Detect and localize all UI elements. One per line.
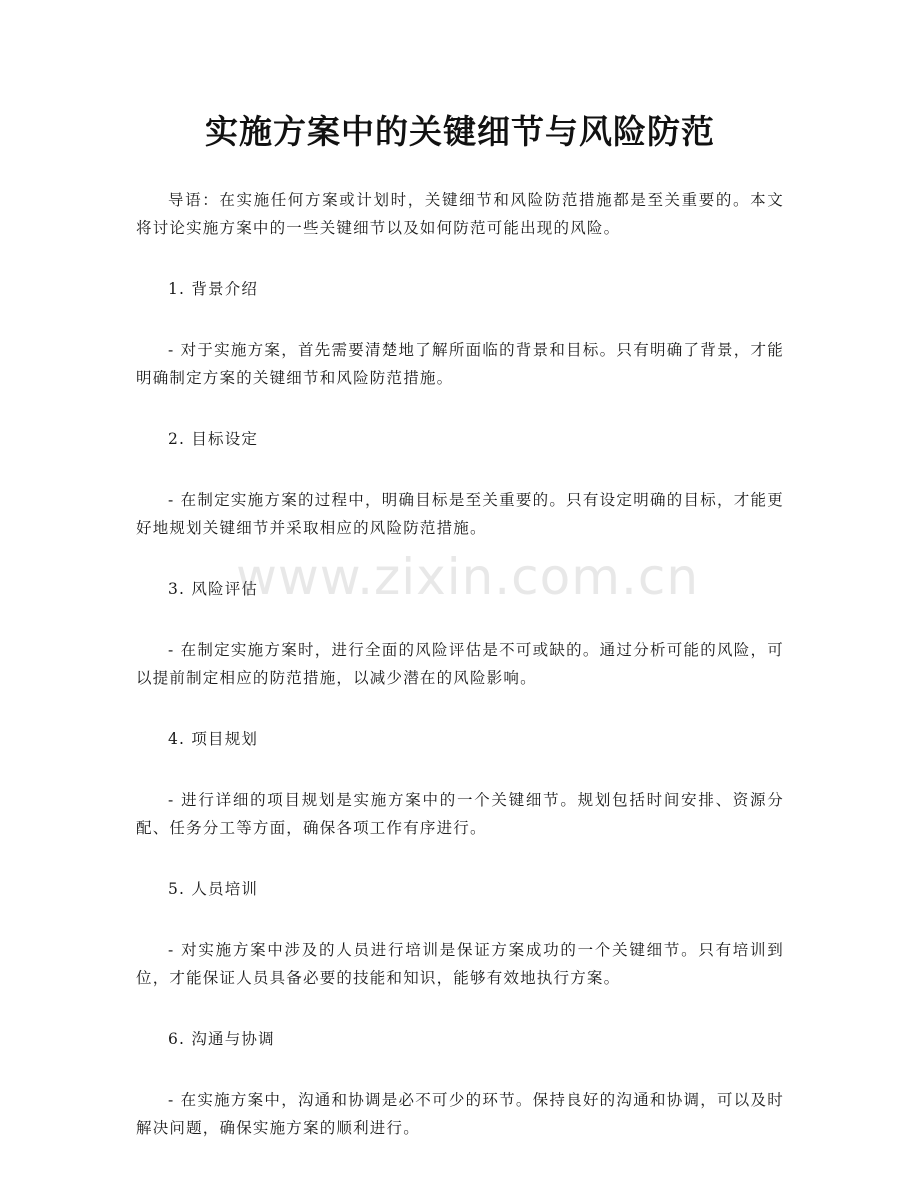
section-heading: 3. 风险评估 bbox=[168, 580, 259, 598]
section-3 bbox=[136, 578, 784, 692]
section-2 bbox=[136, 428, 784, 542]
section-5 bbox=[136, 878, 784, 992]
watermark: www.zixin.com.cn bbox=[236, 548, 700, 606]
section-heading: 2. 目标设定 bbox=[168, 430, 259, 448]
document-body bbox=[136, 186, 784, 1178]
intro-paragraph: 导语：在实施任何方案或计划时，关键细节和风险防范措施都是至关重要的。本文将讨论实施方案中的一些关键细节以及如何防范可能出现的风险。 bbox=[136, 191, 784, 237]
section-heading: 4. 项目规划 bbox=[168, 730, 259, 748]
document-title: 实施方案中的关键细节与风险防范 bbox=[205, 112, 715, 151]
section-1 bbox=[136, 278, 784, 392]
section-heading: 6. 沟通与协调 bbox=[168, 1030, 275, 1048]
section-body: - 对实施方案中涉及的人员进行培训是保证方案成功的一个关键细节。只有培训到位，才能保证人员具备必要的技能和知识，能够有效地执行方案。 bbox=[136, 941, 784, 987]
section-body: - 在制定实施方案时，进行全面的风险评估是不可或缺的。通过分析可能的风险，可以提前制定相应的防范措施，以减少潜在的风险影响。 bbox=[136, 641, 784, 687]
section-heading: 5. 人员培训 bbox=[168, 880, 259, 898]
section-body: - 在制定实施方案的过程中，明确目标是至关重要的。只有设定明确的目标，才能更好地规划关键细节并采取相应的风险防范措施。 bbox=[136, 491, 784, 537]
section-body: - 对于实施方案，首先需要清楚地了解所面临的背景和目标。只有明确了背景，才能明确制定方案的关键细节和风险防范措施。 bbox=[136, 341, 784, 387]
section-4 bbox=[136, 728, 784, 842]
section-6 bbox=[136, 1028, 784, 1142]
section-body: - 在实施方案中，沟通和协调是必不可少的环节。保持良好的沟通和协调，可以及时解决问题，确保实施方案的顺利进行。 bbox=[136, 1091, 784, 1137]
section-body: - 进行详细的项目规划是实施方案中的一个关键细节。规划包括时间安排、资源分配、任务分工等方面，确保各项工作有序进行。 bbox=[136, 791, 784, 837]
section-heading: 1. 背景介绍 bbox=[168, 280, 259, 298]
